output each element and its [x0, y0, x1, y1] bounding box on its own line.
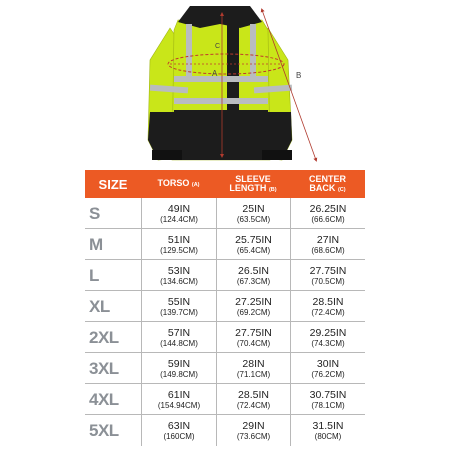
sleeve-cell: 26.5IN (67.3CM) — [216, 260, 290, 291]
table-row — [85, 260, 365, 291]
torso-cell: 63IN (160CM) — [141, 415, 216, 446]
center-back-cell: 27.75IN (70.5CM) — [290, 260, 365, 291]
torso-cell: 49IN (124.4CM) — [141, 198, 216, 229]
sleeve-cell: 27.25IN (69.2CM) — [216, 291, 290, 322]
center-back-cell: 30.75IN (78.1CM) — [290, 384, 365, 415]
size-label: 2XL — [89, 327, 119, 347]
header-center-back — [290, 170, 365, 198]
center-back-cell: 26.25IN (66.6CM) — [290, 198, 365, 229]
header-torso-code: (A) — [191, 182, 200, 189]
center-back-cell: 31.5IN (80CM) — [290, 415, 365, 446]
torso-cell: 59IN (149.8CM) — [141, 353, 216, 384]
size-label: L — [89, 265, 99, 285]
sleeve-cell: 29IN (73.6CM) — [216, 415, 290, 446]
header-sleeve-line1: SLEEVE — [235, 173, 271, 184]
header-sleeve-length — [216, 170, 290, 198]
header-torso-label: TORSO — [157, 178, 190, 189]
size-label: 5XL — [89, 420, 119, 440]
measure-label-a: A — [212, 69, 218, 78]
center-back-cell: 29.25IN (74.3CM) — [290, 322, 365, 353]
measure-label-b: B — [296, 71, 302, 80]
size-label: XL — [89, 296, 110, 316]
header-back-code: (C) — [337, 186, 346, 193]
header-back-line2: BACK — [309, 182, 336, 193]
torso-cell: 61IN (154.94CM) — [141, 384, 216, 415]
size-rows — [85, 198, 365, 446]
table-row — [85, 384, 365, 415]
center-back-cell: 28.5IN (72.4CM) — [290, 291, 365, 322]
sleeve-cell: 28.5IN (72.4CM) — [216, 384, 290, 415]
table-row — [85, 322, 365, 353]
torso-cell: 55IN (139.7CM) — [141, 291, 216, 322]
size-chart-table — [85, 170, 365, 446]
torso-cell: 51IN (129.5CM) — [141, 229, 216, 260]
sleeve-cell: 27.75IN (70.4CM) — [216, 322, 290, 353]
size-label: S — [89, 203, 100, 223]
jacket-image — [148, 6, 292, 160]
torso-cell: 53IN (134.6CM) — [141, 260, 216, 291]
torso-cell: 57IN (144.8CM) — [141, 322, 216, 353]
header-torso — [141, 170, 216, 198]
header-size: SIZE — [85, 170, 141, 198]
size-label: M — [89, 234, 103, 254]
table-row — [85, 229, 365, 260]
table-row — [85, 415, 365, 446]
table-row — [85, 353, 365, 384]
sleeve-cell: 25IN (63.5CM) — [216, 198, 290, 229]
center-back-cell: 27IN (68.6CM) — [290, 229, 365, 260]
measure-label-c: C — [215, 43, 221, 50]
header-sleeve-code: (B) — [268, 186, 277, 193]
center-back-cell: 30IN (76.2CM) — [290, 353, 365, 384]
table-row — [85, 291, 365, 322]
header-sleeve-line2: LENGTH — [229, 182, 267, 193]
size-label: 3XL — [89, 358, 119, 378]
sleeve-cell: 28IN (71.1CM) — [216, 353, 290, 384]
size-label: 4XL — [89, 389, 119, 409]
jacket-measurement-diagram — [0, 0, 450, 170]
header-back-line1: CENTER — [308, 173, 346, 184]
sleeve-cell: 25.75IN (65.4CM) — [216, 229, 290, 260]
table-row — [85, 198, 365, 229]
